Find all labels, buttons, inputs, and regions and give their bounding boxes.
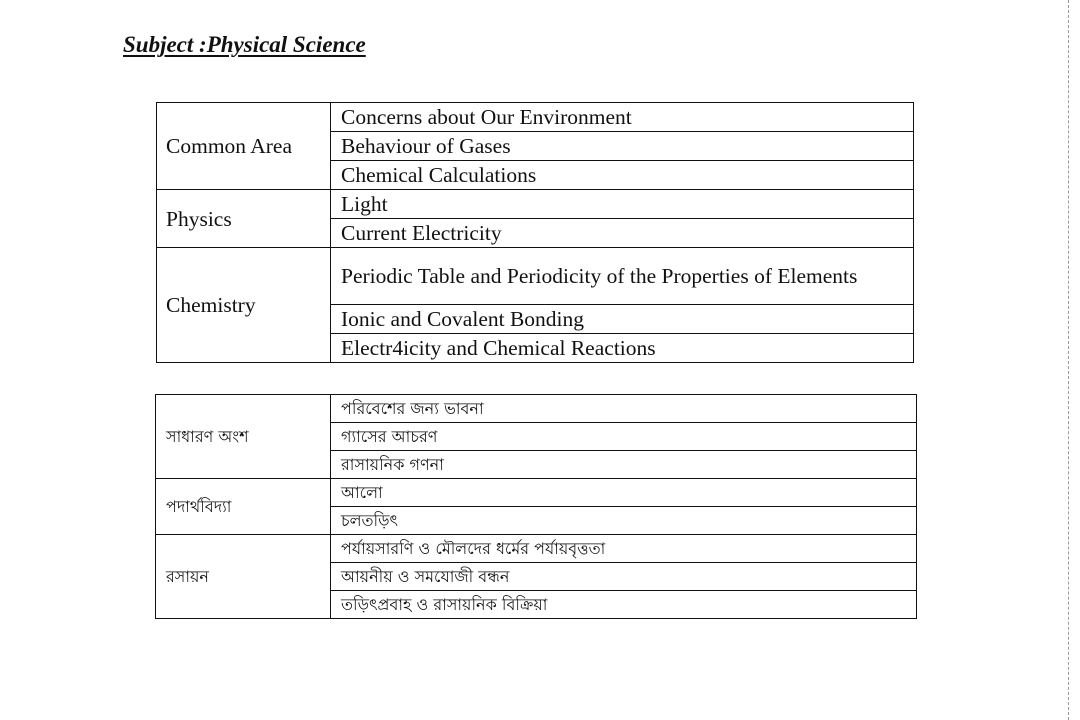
topic-cell: আলো bbox=[331, 479, 917, 507]
area-cell-physics: পদার্থবিদ্যা bbox=[156, 479, 331, 535]
area-cell-common: সাধারণ অংশ bbox=[156, 395, 331, 479]
topic-cell: পরিবেশের জন্য ভাবনা bbox=[331, 395, 917, 423]
area-cell-common: Common Area bbox=[157, 103, 331, 190]
page-title: Subject :Physical Science bbox=[123, 32, 366, 57]
page-edge-line bbox=[1068, 0, 1069, 720]
topic-cell: Concerns about Our Environment bbox=[331, 103, 914, 132]
english-syllabus-table bbox=[156, 102, 914, 363]
area-cell-chemistry: Chemistry bbox=[157, 248, 331, 363]
topic-cell: গ্যাসের আচরণ bbox=[331, 423, 917, 451]
topic-cell: Electr4icity and Chemical Reactions bbox=[331, 334, 914, 363]
table-row bbox=[157, 103, 914, 132]
topic-cell: Current Electricity bbox=[331, 219, 914, 248]
topic-cell: তড়িৎপ্রবাহ ও রাসায়নিক বিক্রিয়া bbox=[331, 591, 917, 619]
table-row bbox=[156, 535, 917, 563]
topic-cell: চলতড়িৎ bbox=[331, 507, 917, 535]
topic-cell: Behaviour of Gases bbox=[331, 132, 914, 161]
topic-cell: Ionic and Covalent Bonding bbox=[331, 305, 914, 334]
table-row bbox=[157, 248, 914, 305]
bengali-syllabus-table bbox=[155, 394, 917, 619]
topic-cell: পর্যায়সারণি ও মৌলদের ধর্মের পর্যায়বৃত্ততা bbox=[331, 535, 917, 563]
area-cell-chemistry: রসায়ন bbox=[156, 535, 331, 619]
table-row bbox=[156, 479, 917, 507]
topic-cell: Chemical Calculations bbox=[331, 161, 914, 190]
topic-cell: Periodic Table and Periodicity of the Properties of Elements bbox=[331, 248, 914, 305]
topic-cell: রাসায়নিক গণনা bbox=[331, 451, 917, 479]
topic-cell: আয়নীয় ও সমযোজী বন্ধন bbox=[331, 563, 917, 591]
table-row bbox=[156, 395, 917, 423]
topic-cell: Light bbox=[331, 190, 914, 219]
area-cell-physics: Physics bbox=[157, 190, 331, 248]
table-row bbox=[157, 190, 914, 219]
